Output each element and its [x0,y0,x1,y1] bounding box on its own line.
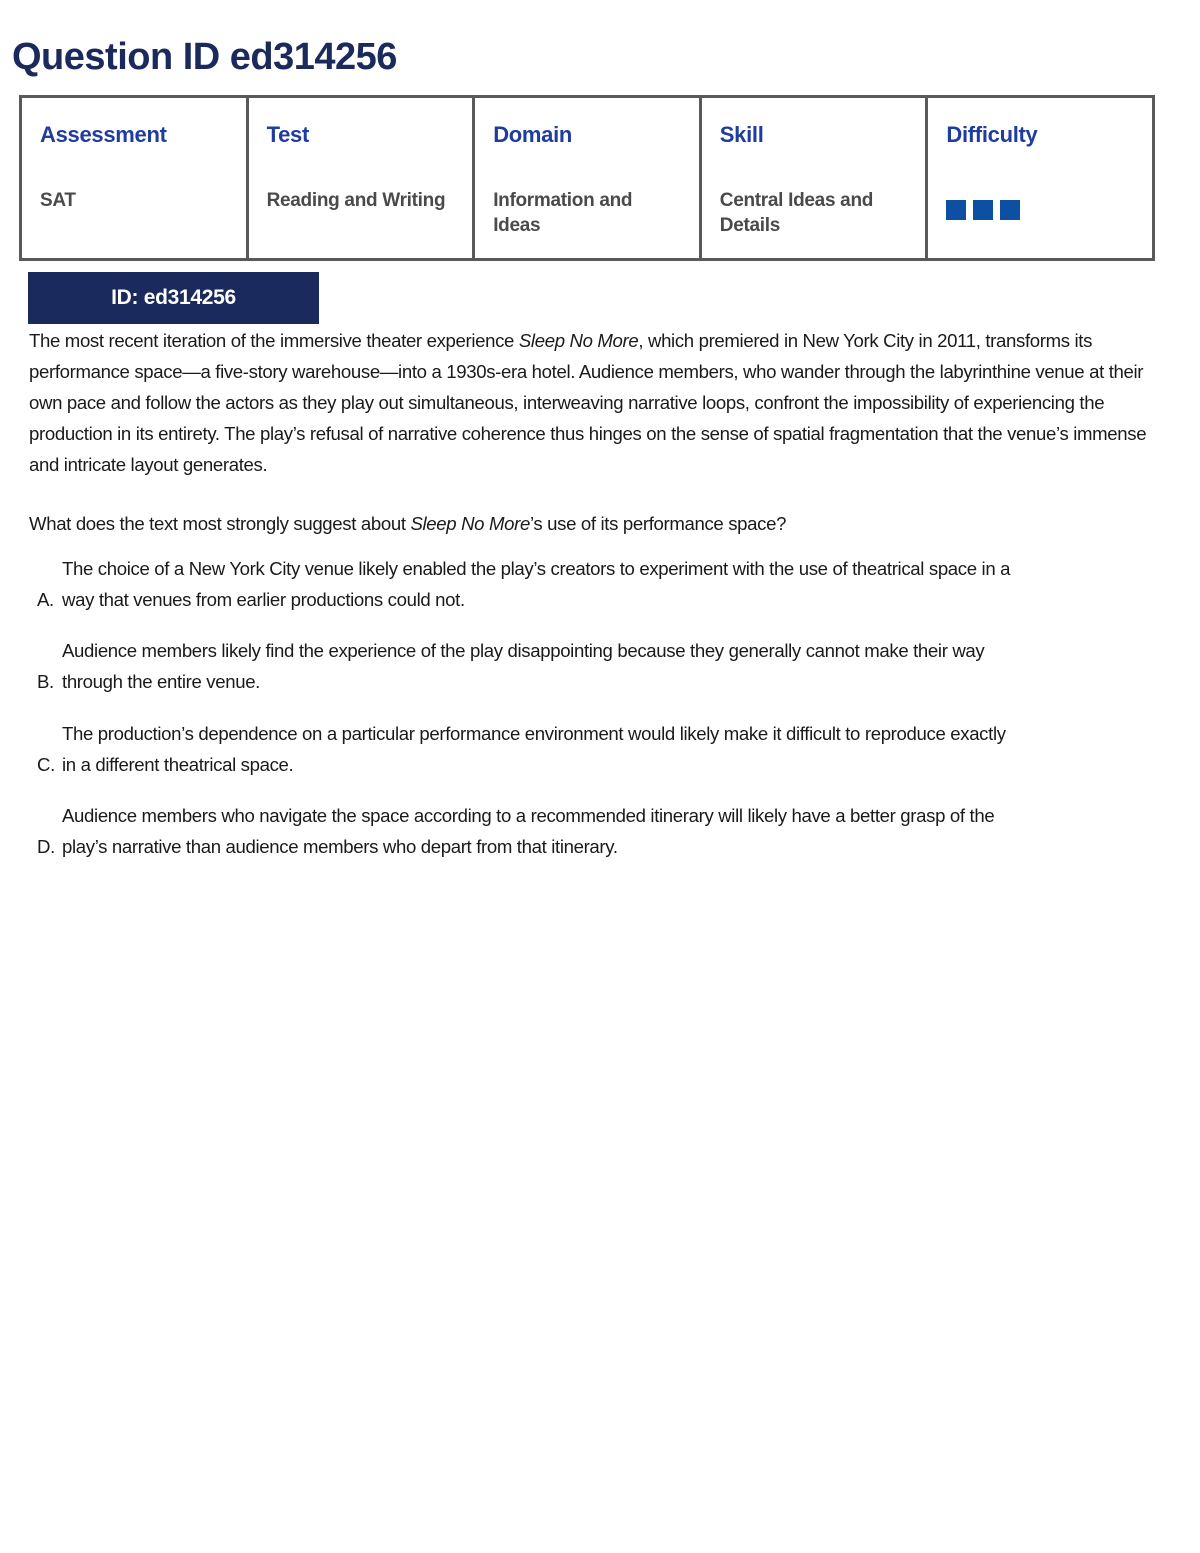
choice-a-line1: The choice of a New York City venue likely enabled the play’s creators to experiment with the use of theatrical space in a [62,558,1011,579]
passage-text [29,325,1169,480]
choice-c-letter: C. [37,754,55,775]
skill-value: Central Ideas and Details [719,190,874,236]
skill-cell [700,97,927,260]
difficulty-bar [946,200,966,220]
passage-part2: , which premiered in New York City in 2011, transforms its performance space—a five-story warehouse—into a 1930s-era hotel. Audience members, who wander through the labyrinthine venue at their own pace and follow the actors as they play out simultaneous, interweaving narrative loops, confront the impossibility of experiencing the production in its entirety. The play’s refusal of narrative coherence thus hinges on the sense of spatial fragmentation that the venue’s immense and intricate layout generates. [29,330,1147,475]
choice-b-line1: Audience members likely find the experience of the play disappointing because they generally cannot make their way [62,640,985,661]
question-stem [29,508,1169,539]
choice-b-letter: B. [37,671,54,692]
answer-choice-d[interactable] [37,800,1172,862]
question-id-badge: ID: ed314256 [28,272,319,324]
choice-d-letter: D. [37,836,55,857]
answer-choice-b[interactable] [37,635,1172,697]
question-part2: ’s use of its performance space? [529,513,787,534]
assessment-cell [21,97,248,260]
passage-play-title: Sleep No More [518,330,639,351]
choice-a-letter: A. [37,589,54,610]
choice-d-line2: play’s narrative than audience members who depart from that itinerary. [62,836,618,857]
assessment-value: SAT [40,190,76,211]
answer-choice-a[interactable] [37,553,1172,615]
domain-label: Domain [493,122,573,147]
choice-b-line2: through the entire venue. [62,671,260,692]
choice-a-line2: way that venues from earlier productions could not. [62,589,465,610]
question-meta-table [19,95,1155,261]
choice-d-line1: Audience members who navigate the space according to a recommended itinerary will likely have a better grasp of the [62,805,995,826]
domain-cell [474,97,701,260]
question-play-title: Sleep No More [410,513,530,534]
assessment-label: Assessment [40,122,167,147]
choice-c-line2: in a different theatrical space. [62,754,294,775]
choice-c-line1: The production’s dependence on a particular performance environment would likely make it difficult to reproduce exactly [62,723,1006,744]
test-value: Reading and Writing [266,190,446,211]
difficulty-bar [1000,200,1020,220]
answer-choice-c[interactable] [37,718,1172,780]
test-cell [247,97,474,260]
domain-value: Information and Ideas [493,190,633,236]
page-title: Question ID ed314256 [12,36,397,78]
difficulty-label: Difficulty [946,122,1038,147]
passage-part1: The most recent iteration of the immersive theater experience [29,330,519,351]
difficulty-bar [973,200,993,220]
skill-label: Skill [719,122,764,147]
difficulty-cell [927,97,1154,260]
question-part1: What does the text most strongly suggest about [29,513,411,534]
test-label: Test [266,122,309,147]
difficulty-indicator [946,200,1134,220]
